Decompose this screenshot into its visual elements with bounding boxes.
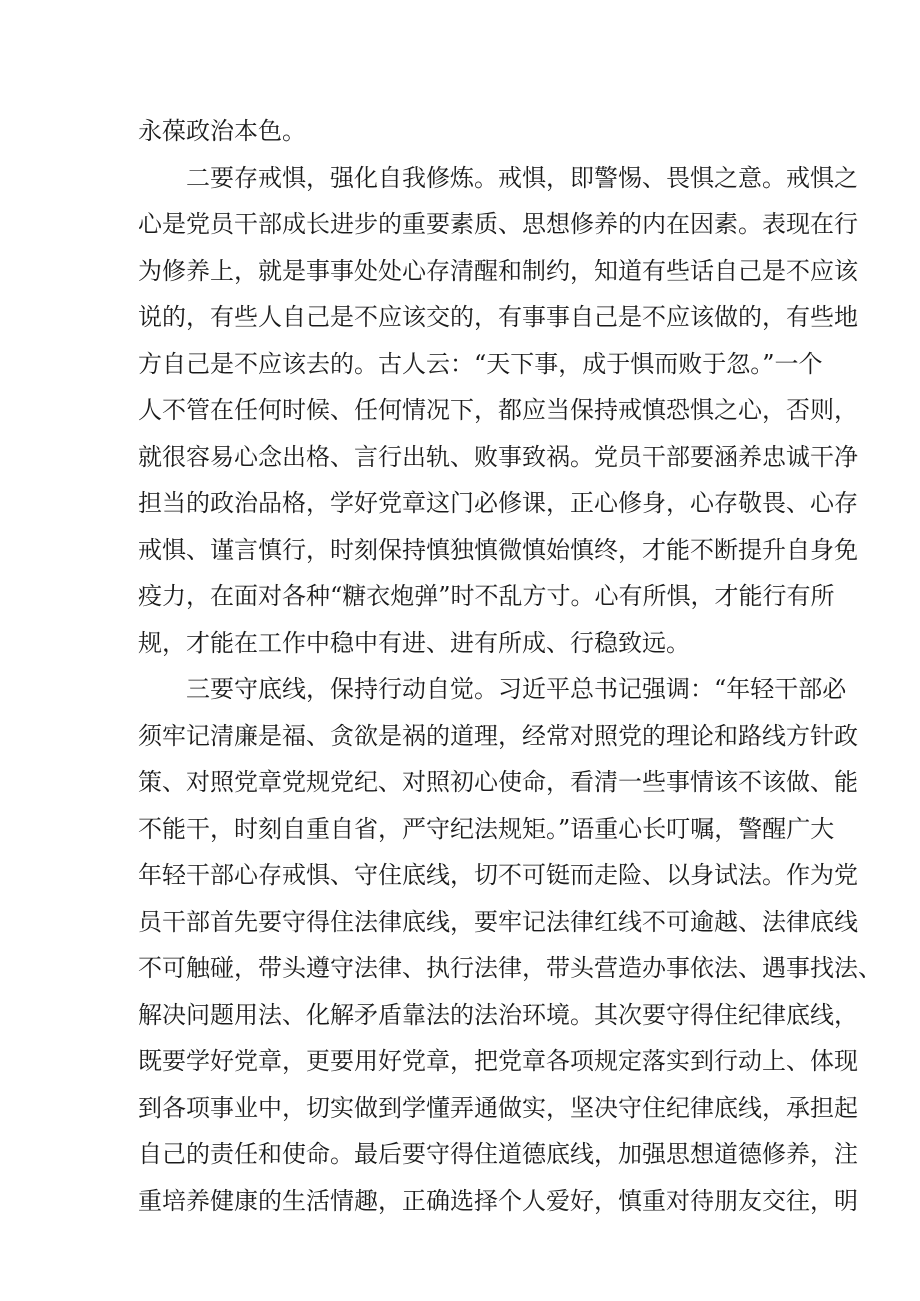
text-line: 二要存戒惧，强化自我修炼。戒惧，即警惕、畏惧之意。戒惧之: [186, 163, 858, 192]
text-line: 就很容易心念出格、言行出轨、败事致祸。党员干部要涵养忠诚干净: [138, 442, 858, 471]
text-line: 戒惧、谨言慎行，时刻保持慎独慎微慎始慎终，才能不断提升自身免: [138, 535, 858, 564]
text-line: 心是党员干部成长进步的重要素质、思想修养的内在因素。表现在行: [138, 210, 858, 238]
text-line: 重培养健康的生活情趣，正确选择个人爱好，慎重对待朋友交往，明: [138, 1186, 858, 1215]
text-line: 解决问题用法、化解矛盾靠法的法治环境。其次要守得住纪律底线，: [138, 1000, 858, 1029]
text-line: 疫力，在面对各种“糖衣炮弹”时不乱方寸。心有所惧，才能行有所: [138, 582, 835, 610]
text-line: 说的，有些人自己是不应该交的，有事事自己是不应该做的，有些地: [138, 303, 858, 331]
text-line: 永葆政治本色。: [138, 117, 306, 145]
document-body: [138, 108, 882, 1224]
text-line: 人不管在任何时候、任何情况下，都应当保持戒慎恐惧之心，否则，: [138, 396, 858, 424]
text-line: 不可触碰，带头遵守法律、执行法律，带头营造办事依法、遇事找法、: [138, 954, 882, 982]
text-line: 年轻干部心存戒惧、守住底线，切不可铤而走险、以身试法。作为党: [138, 861, 858, 889]
text-line: 三要守底线，保持行动自觉。习近平总书记强调：“年轻干部必: [186, 675, 847, 703]
paragraph-bottom-line: [138, 666, 882, 1224]
text-line: 员干部首先要守得住法律底线，要牢记法律红线不可逾越、法律底线: [138, 907, 858, 936]
text-line: 须牢记清廉是福、贪欲是祸的道理，经常对照党的理论和路线方针政: [138, 721, 858, 750]
text-line: 既要学好党章，更要用好党章，把党章各项规定落实到行动上、体现: [138, 1047, 858, 1075]
text-line: 不能干，时刻自重自省，严守纪法规矩。”语重心长叮嘱，警醒广大: [138, 814, 835, 843]
text-line: 方自己是不应该去的。古人云：“天下事，成于惧而败于忽。”一个: [138, 349, 823, 378]
text-line: 担当的政治品格，学好党章这门必修课，正心修身，心存敬畏、心存: [138, 489, 858, 517]
paragraph-continuation: [138, 108, 798, 155]
text-line: 到各项事业中，切实做到学懂弄通做实，坚决守住纪律底线，承担起: [138, 1093, 858, 1122]
text-line: 为修养上，就是事事处处心存清醒和制约，知道有些话自己是不应该: [138, 256, 858, 285]
text-line: 自己的责任和使命。最后要守得住道德底线，加强思想道德修养，注: [138, 1140, 858, 1168]
text-line: 策、对照党章党规党纪、对照初心使命，看清一些事情该不该做、能: [138, 768, 858, 796]
paragraph-vigilance: [138, 155, 858, 667]
text-line: 规，才能在工作中稳中有进、进有所成、行稳致远。: [138, 628, 690, 657]
